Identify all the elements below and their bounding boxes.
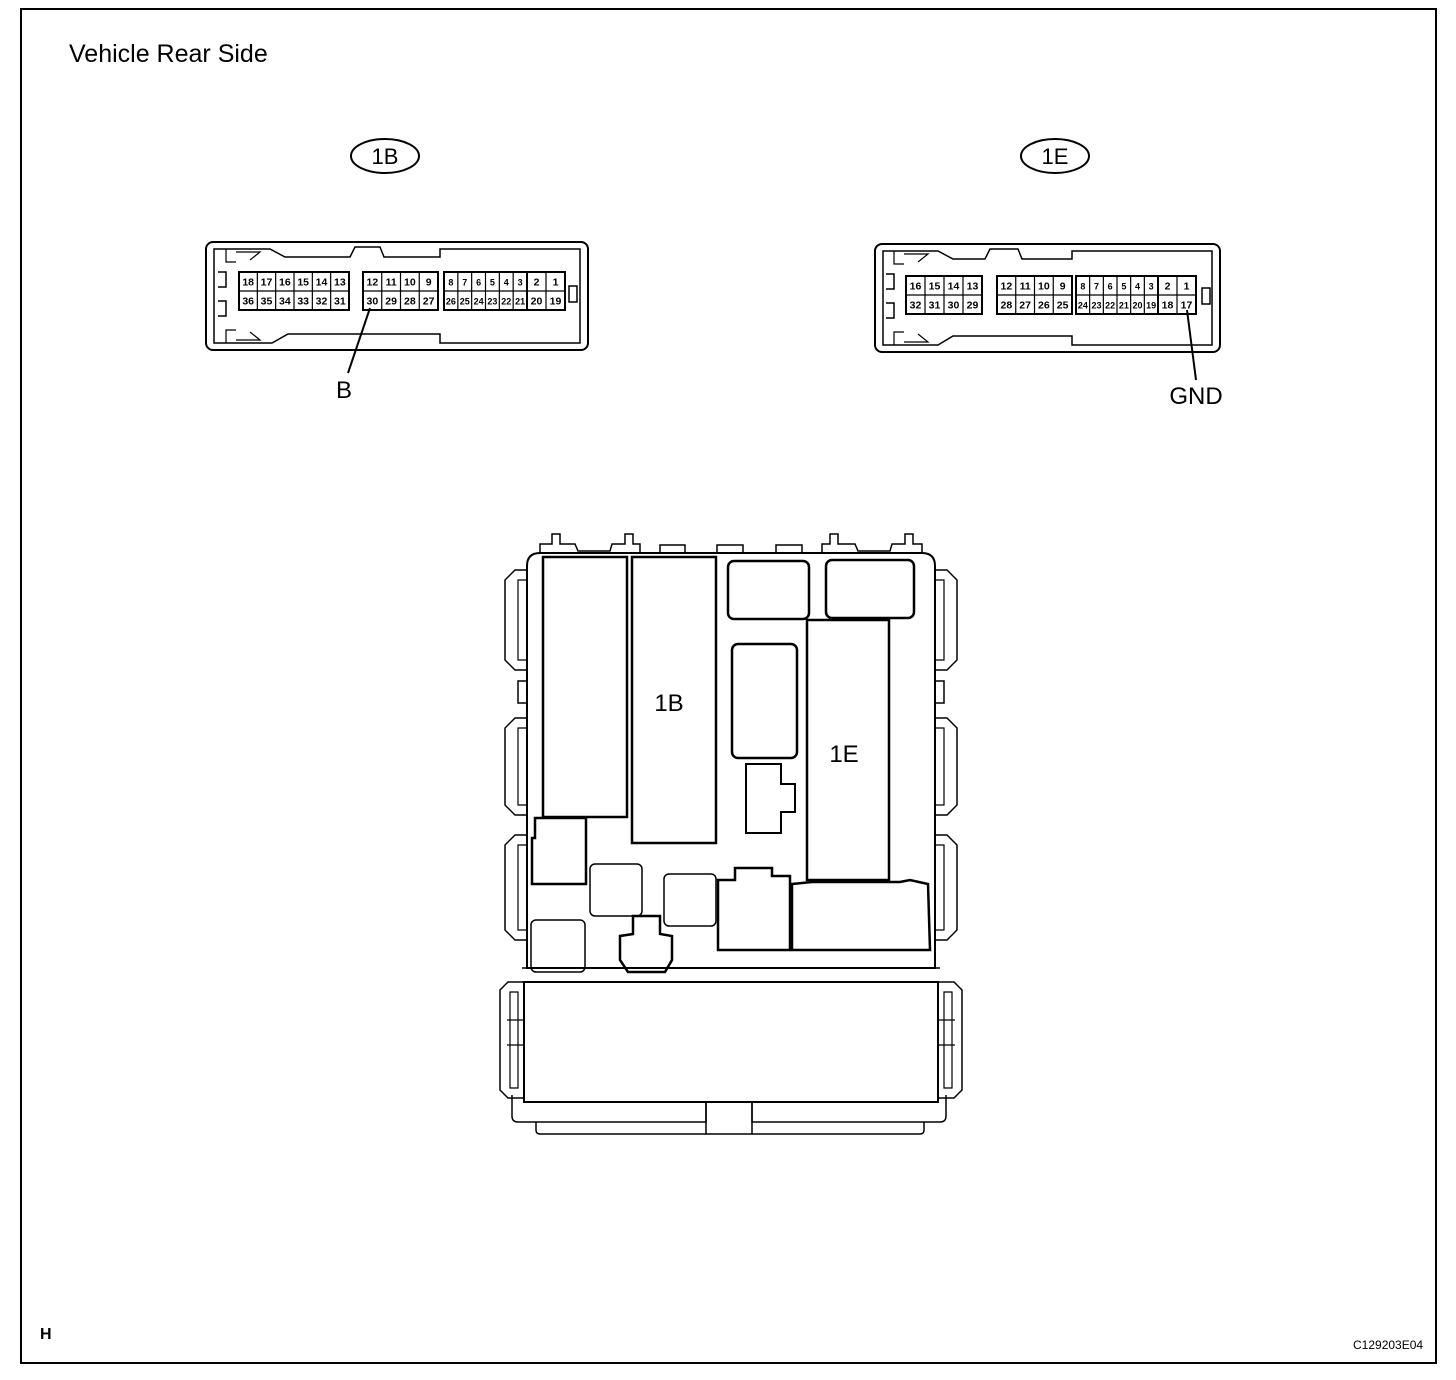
pin-number: 19 (549, 295, 562, 308)
pin-number: 4 (1134, 281, 1141, 292)
pin-number: 28 (1000, 299, 1013, 312)
pin-number: 2 (533, 276, 540, 289)
pin-number: 19 (1146, 300, 1157, 311)
pin-number: 31 (333, 295, 346, 308)
pin-number: 15 (297, 276, 310, 289)
pin-number: 16 (278, 276, 291, 289)
pin-number: 8 (448, 277, 454, 288)
junction-block (500, 534, 962, 1134)
pin-number: 6 (1107, 281, 1113, 292)
junction-slot-1e-label: 1E (829, 741, 859, 768)
pin-number: 20 (1132, 300, 1143, 311)
pin-number: 1 (552, 276, 559, 289)
pin-number: 1 (1183, 280, 1190, 293)
pin-number: 24 (1077, 300, 1088, 311)
pin-number: 35 (260, 295, 273, 308)
pin-number: 23 (1091, 300, 1102, 311)
connector-1b-id-text: 1B (371, 144, 399, 169)
pin-number: 26 (445, 296, 456, 307)
pin-number: 27 (1019, 299, 1031, 312)
pin-number: 10 (404, 276, 416, 289)
pin-number: 28 (404, 295, 416, 308)
pin-number: 13 (333, 276, 346, 289)
pin-number: 14 (947, 280, 960, 293)
pin-number: 9 (425, 276, 432, 289)
callout-gnd-label: GND (1169, 383, 1223, 410)
pin-number: 4 (503, 277, 509, 288)
callout-b-label: B (335, 377, 353, 404)
pin-number: 18 (1161, 299, 1174, 312)
connector-1b-pin-grid (239, 272, 565, 310)
pin-number: 7 (1093, 281, 1100, 292)
pin-number: 13 (966, 280, 979, 293)
pin-number: 12 (1000, 280, 1013, 293)
pin-number: 25 (1056, 299, 1069, 312)
pin-number: 25 (459, 296, 470, 307)
pin-number: 31 (928, 299, 941, 312)
pin-number: 30 (366, 295, 379, 308)
pin-number: 26 (1038, 299, 1050, 312)
pin-number: 24 (473, 296, 484, 307)
pin-number: 3 (517, 277, 523, 288)
pin-number: 10 (1038, 280, 1050, 293)
connector-1b-id-badge (351, 139, 419, 173)
connector-1e-housing (875, 244, 1220, 352)
pin-number: 9 (1059, 280, 1066, 293)
pin-number: 11 (1019, 280, 1031, 293)
pin-number: 7 (462, 277, 468, 288)
diagram-heading: Vehicle Rear Side (69, 40, 268, 68)
pin-number: 33 (297, 295, 310, 308)
pin-number: 14 (315, 276, 328, 289)
pin-number: 2 (1164, 280, 1171, 293)
pin-number: 16 (909, 280, 922, 293)
pin-number: 29 (385, 295, 397, 308)
pin-number: 21 (515, 296, 526, 307)
pin-number: 32 (315, 295, 328, 308)
connector-1e-pin-grid (906, 276, 1196, 314)
corner-mark: H (40, 1326, 52, 1343)
pin-number: 32 (909, 299, 922, 312)
pin-number: 27 (422, 295, 435, 308)
pin-number: 20 (530, 295, 543, 308)
pin-number: 21 (1118, 300, 1129, 311)
junction-slot-1b-label: 1B (654, 690, 684, 717)
illustration-code: C129203E04 (1353, 1338, 1424, 1352)
pin-number: 5 (1121, 281, 1127, 292)
connector-1b-callout (336, 308, 370, 404)
pin-number: 8 (1080, 281, 1086, 292)
pin-number: 18 (242, 276, 255, 289)
pin-number: 36 (242, 295, 255, 308)
pin-number: 29 (966, 299, 979, 312)
pin-number: 22 (501, 296, 512, 307)
pin-number: 3 (1148, 281, 1154, 292)
pin-number: 23 (487, 296, 498, 307)
pin-number: 5 (489, 277, 495, 288)
pin-number: 12 (366, 276, 379, 289)
connector-1e-id-text: 1E (1041, 144, 1069, 169)
pin-number: 17 (260, 276, 273, 289)
pin-number: 6 (476, 277, 482, 288)
connector-1e-callout (1169, 310, 1222, 410)
pin-number: 15 (928, 280, 941, 293)
pin-number: 17 (1180, 299, 1193, 312)
pin-number: 22 (1105, 300, 1116, 311)
connector-1e-id-badge (1021, 139, 1089, 173)
pin-number: 34 (278, 295, 291, 308)
pin-number: 11 (385, 276, 397, 289)
pin-number: 30 (947, 299, 960, 312)
